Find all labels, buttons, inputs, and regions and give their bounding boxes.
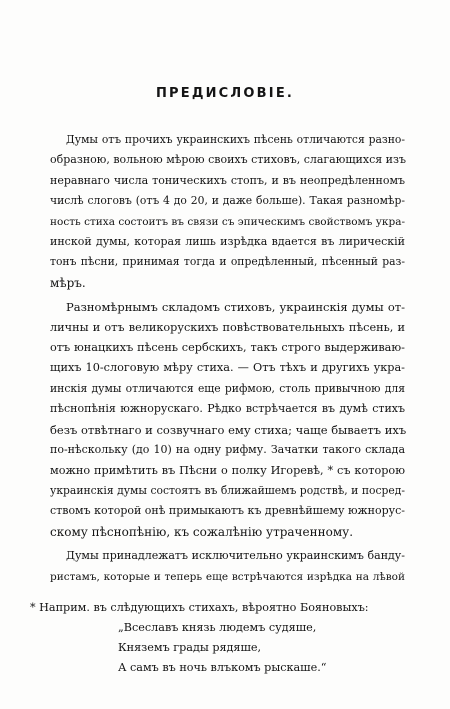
paragraph-2: [50, 297, 405, 542]
text-line: мѣръ.: [50, 275, 86, 290]
text-line: ствомъ которой онѣ примыкаютъ къ древнѣйшему южнорус-: [50, 504, 405, 518]
text-line: образною, вольною мѣрою своихъ стиховъ, слагающихся изъ: [50, 153, 407, 167]
text-line: скому пѣснопѣнiю, къ сожалѣнiю утраченному.: [50, 524, 354, 539]
text-line: украинскiя думы состоятъ въ ближайшемъ родствѣ, и посред-: [50, 483, 405, 497]
footnote-verse-line: А самъ въ ночь влъкомъ рыскаше.“: [118, 661, 327, 674]
text-line: отъ юнацкихъ пѣсень сербскихъ, такъ строго выдерживаю-: [50, 341, 405, 355]
text-line: пѣснопѣнiя южнорускаго. Рѣдко встрѣчается въ думѣ стихъ: [50, 402, 405, 416]
text-line: можно примѣтить въ Пѣсни о полку Игоревѣ, * съ которою: [50, 463, 405, 477]
text-line: Думы отъ прочихъ украинскихъ пѣсень отличаются разно-: [66, 133, 405, 146]
paragraph-3: [50, 546, 405, 587]
footnote-verse-line: Княземъ грады рядяше,: [118, 641, 262, 654]
footnote: [30, 598, 430, 678]
text-line: по-нѣскольку (до 10) на одну рифму. Зачатки такого склада: [50, 443, 405, 457]
text-line: щихъ 10-слоговую мѣру стиха. — Отъ тѣхъ и другихъ укра-: [50, 361, 405, 375]
text-line: безъ отвѣтнаго и созвучнаго ему стиха; чаще бываетъ ихъ: [50, 422, 407, 437]
body-text: [50, 130, 405, 587]
paragraph-1: [50, 130, 405, 293]
footnote-verse-line: „Всеславъ князь людемъ судяше,: [118, 621, 317, 634]
footnote-intro: * Наприм. въ слѣдующихъ стихахъ, вѣроятно Бояновыхъ:: [30, 601, 369, 614]
text-line: личны и отъ великорускихъ повѣствовательныхъ пѣсень, и: [50, 320, 405, 334]
page-title: ПРЕДИСЛОВIЕ.: [155, 86, 295, 101]
text-line: Разномѣрнымъ складомъ стиховъ, украинскiя думы от-: [66, 300, 405, 315]
text-line: числѣ слоговъ (отъ 4 до 20, и даже больше). Такая разномѣр-: [50, 194, 405, 208]
text-line: ность стиха состоитъ въ связи съ эпическимъ свойствомъ укра-: [50, 215, 405, 228]
text-line: инскiя думы отличаются еще рифмою, столь привычною для: [50, 381, 405, 395]
text-line: тонъ пѣсни, принимая тогда и опредѣленный, пѣсенный раз-: [50, 255, 405, 269]
text-line: инской думы, которая лишь изрѣдка вдается въ лирическiй: [50, 235, 405, 249]
text-line: неравнаго числа тоническихъ стопъ, и въ неопредѣленномъ: [50, 173, 405, 187]
text-line: Думы принадлежатъ исключительно украинскимъ банду-: [66, 549, 405, 563]
text-line: ристамъ, которые и теперь еще встрѣчаются изрѣдка на лѣвой: [50, 570, 405, 583]
